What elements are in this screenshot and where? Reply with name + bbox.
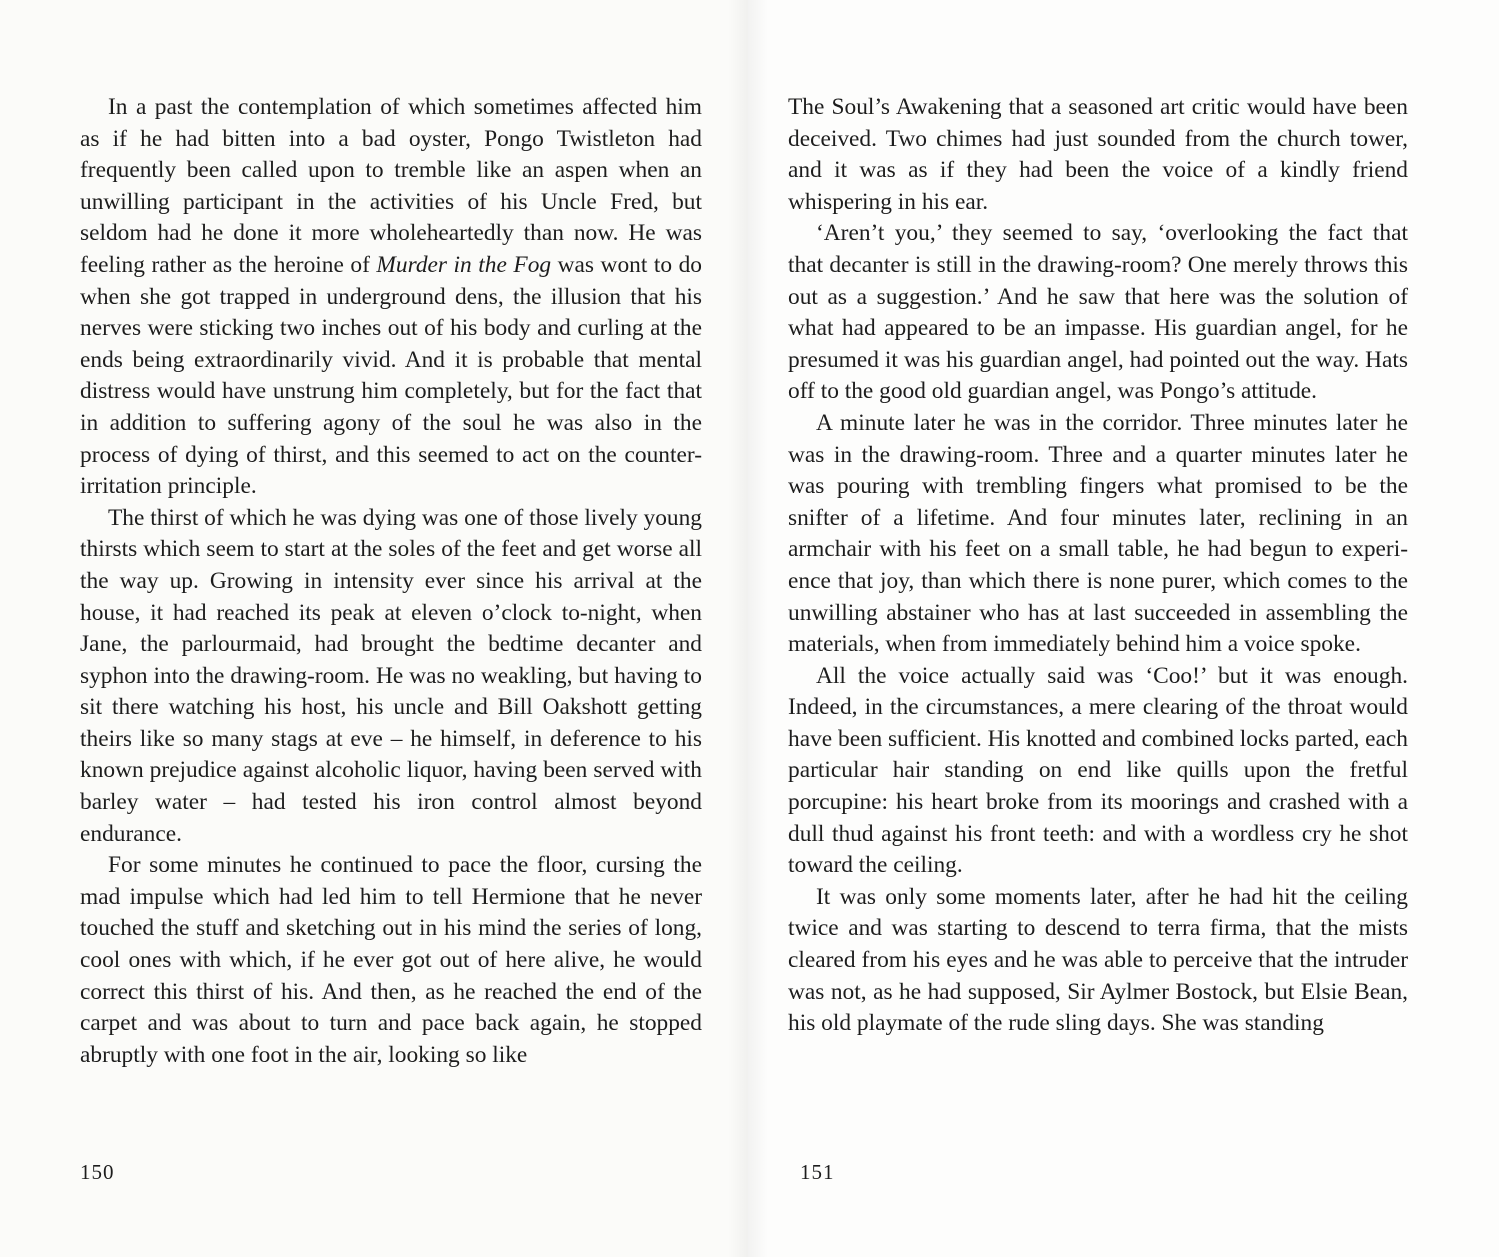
page-number-right: 151 [800, 1160, 835, 1184]
right-paragraph-2: ‘Aren’t you,’ they seemed to say, ‘overlooking the fact that that decanter is still in the drawing-room? One merely throws this out as a suggestion.’ And he saw that here was the solution of what had appeared to be an impasse. His guardian angel, for he presumed it was his guardian angel, had pointed out the way. Hats off to the good old guardian angel, was Pongo’s attitude. [788, 220, 1408, 405]
book-title-italic: Murder in the Fog [376, 251, 552, 278]
page-number-left: 150 [80, 1160, 115, 1184]
book-gutter-shadow [728, 0, 768, 1257]
right-paragraph-4: All the voice actually said was ‘Coo!’ but it was enough. Indeed, in the circumstances, a mere clearing of the throat would have been sufficient. His knotted and combined locks parted, each particular hair standing on end like quills upon the fretful porcupine: his heart broke from its moorings and crashed with a dull thud against his front teeth: and with a wordless cry he shot toward the ceiling. [788, 662, 1408, 879]
paragraph-text: In a past the contemplation of which sometimes affected him as if he had bitten into a bad oyster, Pongo Twistleton had frequently been called upon to tremble like an aspen when an unwilling participant in the activities of his Uncle Fred, but seldom had he done it more wholeheartedly than now. He was feeling rather as the heroine of [80, 94, 702, 278]
right-page [748, 0, 1499, 1257]
left-paragraph-3: For some minutes he continued to pace the floor, cursing the mad impulse which had led him to tell Hermione that he never touched the stuff and sketching out in his mind the series of long, cool ones with which, if he ever got out of here alive, he would correct this thirst of his. And then, as he reached the end of the carpet and was about to turn and pace back again, he stopped abruptly with one foot in the air, looking so like [80, 852, 702, 1068]
paragraph-text: was wont to do when she got trapped in underground dens, the illusion that his nerves were sticking two inches out of his body and curling at the ends being extraordinarily vivid. And it is probable that mental distress would have unstrung him completely, but for the fact that in addition to suffering agony of the soul he was also in the process of dying of thirst, and this seemed to act on the counter-irritation principle. [80, 251, 703, 500]
left-page [0, 0, 748, 1257]
right-paragraph-3: A minute later he was in the corridor. Three minutes later he was in the drawing-room. Three and a quarter minutes later he was pouring with trembling fingers what promised to be the snifter of a lifetime. And four minutes later, reclining in an armchair with his feet on a small table, he had begun to experience that joy, than which there is none purer, which comes to the unwilling abstainer who has at last succeeded in assembling the materials, when from immediately behind him a voice spoke. [788, 409, 1408, 658]
right-paragraph-5: It was only some moments later, after he had hit the ceiling twice and was starting to descend to terra firma, that the mists cleared from his eyes and he was able to perceive that the intruder was not, as he had supposed, Sir Aylmer Bostock, but Elsie Bean, his old playmate of the rude sling days. She was standing [788, 883, 1408, 1037]
left-paragraph-1 [80, 92, 702, 503]
left-page-text [80, 92, 702, 1071]
left-paragraph-2: The thirst of which he was dying was one of those lively young thirsts which seem to start at the soles of the feet and get worse all the way up. Growing in intensity ever since his arrival at the house, it had reached its peak at eleven o’clock to-night, when Jane, the parlourmaid, had brought the bedtime decanter and syphon into the drawing-room. He was no weakling, but having to sit there watching his host, his uncle and Bill Oakshott getting theirs like so many stags at eve – he himself, in deference to his known prejudice against alcoholic liquor, having been served with barley water – had tested his iron control almost beyond endurance. [80, 504, 702, 847]
right-page-text [788, 92, 1408, 1040]
right-paragraph-1: The Soul’s Awakening that a seasoned art critic would have been deceived. Two chimes had just sounded from the church tower, and it was as if they had been the voice of a kindly friend whispering in his ear. [788, 94, 1408, 215]
